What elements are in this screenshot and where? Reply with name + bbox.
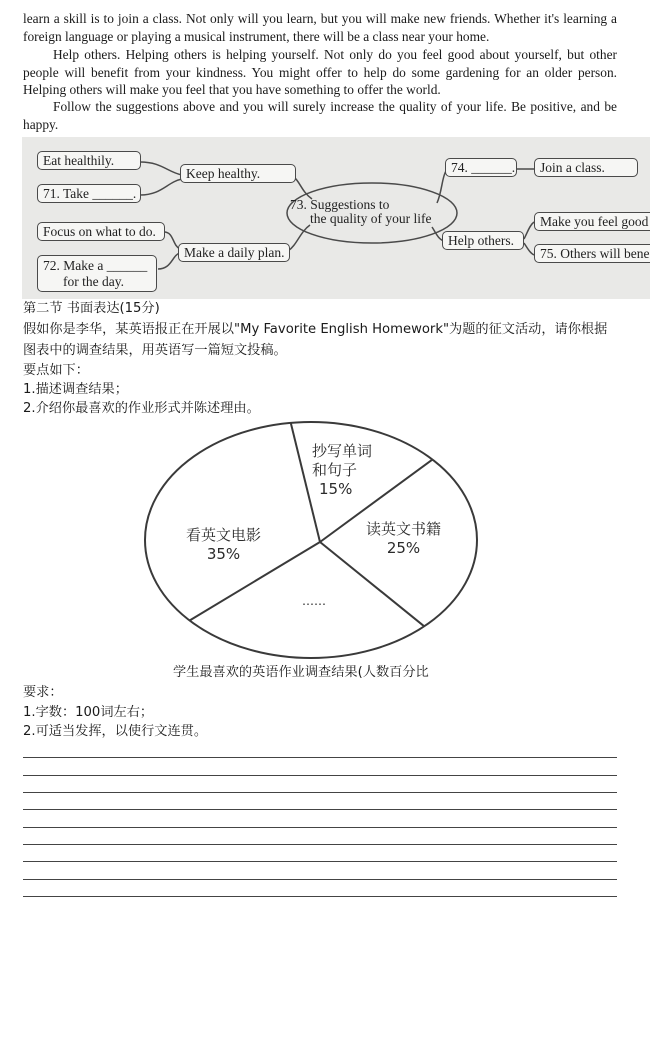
writing-line[interactable] — [23, 879, 617, 880]
writing-line[interactable] — [23, 775, 617, 776]
box-make-plan: Make a daily plan. — [178, 243, 290, 262]
pie-label-copy: 抄写单词 和句子 15% — [312, 442, 373, 498]
points-title: 要点如下： — [23, 363, 89, 378]
box-feel-good: Make you feel good — [534, 212, 650, 231]
section-heading: 第二节 书面表达(15分) — [23, 301, 160, 316]
passage-conclusion: Follow the suggestions above and you will surely increase the quality of your life. Be positive, and be happy. — [23, 99, 617, 132]
requirement-2: 2.可适当发挥，以使行文连贯。 — [23, 724, 208, 739]
chart-title: 学生最喜欢的英语作业调查结果(人数百分比 — [173, 665, 429, 680]
requirements-title: 要求： — [23, 685, 63, 700]
box-q72: 72. Make a ______ for the day. — [37, 255, 157, 292]
box-join-class: Join a class. — [534, 158, 638, 177]
pie-label-other: …… — [302, 594, 326, 608]
center-suggestions: 73. Suggestions to — [290, 197, 390, 212]
passage-paragraph-2 — [23, 46, 617, 99]
box-help-others: Help others. — [442, 231, 524, 250]
passage-line-1: learn a skill is to join a class. Not only will you learn, but you will make new friends. Whether it's learning a foreign language or playing a musical instrument, there will be a class near your home. — [23, 11, 617, 44]
center-quality: the quality of your life — [310, 211, 432, 226]
writing-line[interactable] — [23, 896, 617, 897]
box-eat-healthily: Eat healthily. — [37, 151, 141, 170]
section-prompt: 假如你是李华，某英语报正在开展以"My Favorite English Homework"为题的征文活动，请你根据图表中的调查结果，用英语写一篇短文投稿。 — [23, 322, 608, 358]
writing-line[interactable] — [23, 844, 617, 845]
writing-line[interactable] — [23, 757, 617, 758]
passage-paragraph-1 — [23, 10, 617, 45]
writing-line[interactable] — [23, 827, 617, 828]
box-q71: 71. Take ______. — [37, 184, 141, 203]
box-q74: 74. ______. — [445, 158, 517, 177]
writing-line[interactable] — [23, 861, 617, 862]
box-keep-healthy: Keep healthy. — [180, 164, 296, 183]
box-focus: Focus on what to do. — [37, 222, 165, 241]
box-q75: 75. Others will bene — [534, 244, 650, 263]
mind-map — [22, 137, 650, 299]
passage-paragraph-3 — [23, 98, 617, 133]
point-1: 1.描述调查结果； — [23, 382, 128, 397]
writing-line[interactable] — [23, 809, 617, 810]
writing-line[interactable] — [23, 792, 617, 793]
pie-label-reading: 读英文书籍 25% — [366, 520, 442, 557]
pie-label-movies: 看英文电影 35% — [186, 526, 262, 563]
passage-help-others: Help others. Helping others is helping yourself. Not only do you feel good about yourself, but other people will benefit from your kindness. You might offer to help do some gardening for an older person. Helping others will make you feel that you have something to offer the world. — [23, 47, 617, 98]
point-2: 2.介绍你最喜欢的作业形式并陈述理由。 — [23, 401, 260, 416]
requirement-1: 1.字数：100词左右； — [23, 705, 154, 720]
